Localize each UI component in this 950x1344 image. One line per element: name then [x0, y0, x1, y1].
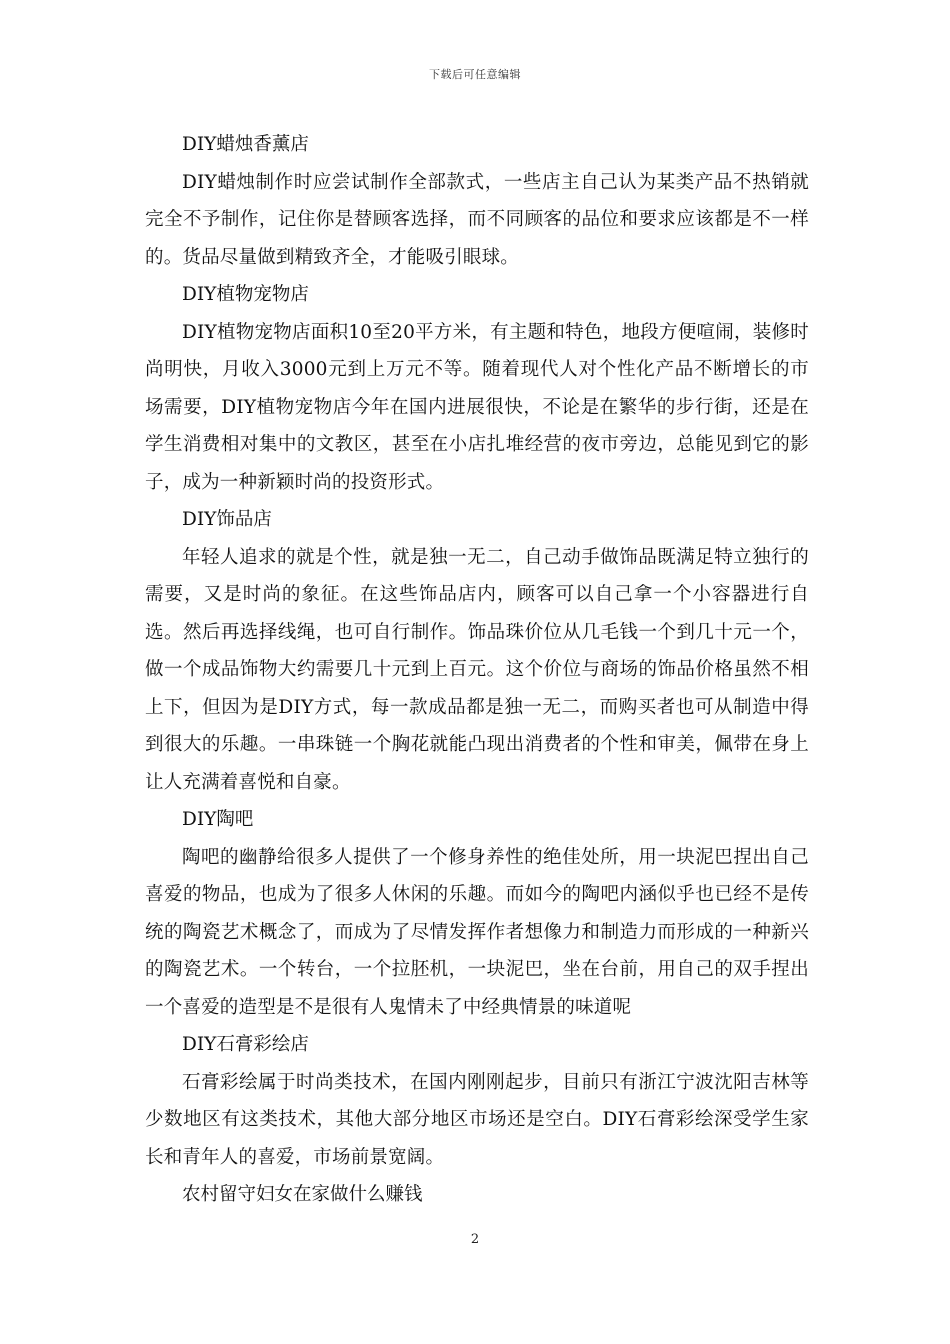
closing-heading: 农村留守妇女在家做什么赚钱 [182, 1184, 423, 1205]
section-heading: DIY饰品店 [182, 509, 272, 530]
section-paragraph: 石膏彩绘属于时尚类技术，在国内刚刚起步，目前只有浙江宁波沈阳吉林等少数地区有这类技术，其他大部分地区市场还是空白。DIY石膏彩绘深受学生家长和青年人的喜爱，市场前景宽阔。 [145, 1071, 809, 1168]
section-paragraph: DIY植物宠物店面积10至20平方米，有主题和特色，地段方便喧闹，装修时尚明快，月收入3000元到上万元不等。随着现代人对个性化产品不断增长的市场需要，DIY植物宠物店今年在国内进展很快，不论是在繁华的步行街，还是在学生消费相对集中的文教区，甚至在小店扎堆经营的夜市旁边，总能见到它的影子，成为一种新颖时尚的投资形式。 [145, 321, 809, 493]
section-heading: DIY陶吧 [182, 809, 254, 830]
document-body [145, 126, 809, 1214]
section-heading: DIY石膏彩绘店 [182, 1034, 309, 1055]
page-header: 下载后可任意编辑 [429, 68, 521, 81]
section-paragraph: 年轻人追求的就是个性，就是独一无二，自己动手做饰品既满足特立独行的需要，又是时尚的象征。在这些饰品店内，顾客可以自己拿一个小容器进行自选。然后再选择线绳，也可自行制作。饰品珠价位从几毛钱一个到几十元一个，做一个成品饰物大约需要几十元到上百元。这个价位与商场的饰品价格虽然不相上下，但因为是DIY方式，每一款成品都是独一无二，而购买者也可从制造中得到很大的乐趣。一串珠链一个胸花就能凸现出消费者的个性和审美，佩带在身上让人充满着喜悦和自豪。 [145, 546, 809, 793]
section-paragraph: 陶吧的幽静给很多人提供了一个修身养性的绝佳处所，用一块泥巴捏出自己喜爱的物品，也成为了很多人休闲的乐趣。而如今的陶吧内涵似乎也已经不是传统的陶瓷艺术概念了，而成为了尽情发挥作者想像力和制造力而形成的一种新兴的陶瓷艺术。一个转台，一个拉胚机，一块泥巴，坐在台前，用自己的双手捏出一个喜爱的造型是不是很有人鬼情未了中经典情景的味道呢 [145, 846, 809, 1018]
page-number: 2 [470, 1232, 480, 1247]
section-paragraph: DIY蜡烛制作时应尝试制作全部款式，一些店主自己认为某类产品不热销就完全不予制作，记住你是替顾客选择，而不同顾客的品位和要求应该都是不一样的。货品尽量做到精致齐全，才能吸引眼球。 [145, 171, 809, 268]
section-heading: DIY蜡烛香薰店 [182, 134, 309, 155]
section-heading: DIY植物宠物店 [182, 284, 309, 305]
